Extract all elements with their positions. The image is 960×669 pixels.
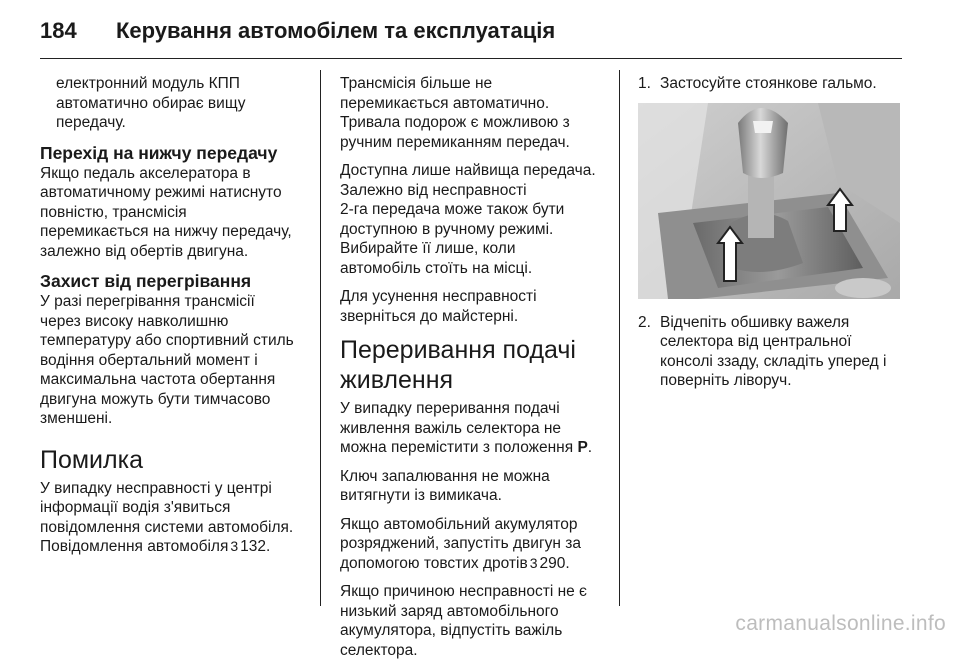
power-page-ref: 290. (539, 554, 570, 572)
section-title-power-interruption: Переривання подачі живлення (340, 336, 576, 394)
page-header (40, 18, 900, 48)
power-paragraph-3 (340, 515, 608, 574)
column-divider-1 (320, 70, 321, 606)
power-text-1-end: . (587, 439, 593, 456)
power-text-1: У випадку переривання подачі живлення важіль селектора не можна перемістити з положення (340, 400, 574, 456)
fault-paragraph-2: Доступна лише найвища передача. Залежно від несправності 2-га передача може також бути доступною в ручному режимі. Вибирайте її лише, коли автомобіль стоїть на місці. (340, 162, 596, 277)
column-right (638, 74, 902, 400)
cross-reference-icon: 3 (529, 554, 538, 571)
power-paragraph-2: Ключ запалювання не можна витягнути із вимикача. (340, 467, 550, 504)
section-text-overheat: У разі перегрівання трансмісії через високу навколишню температуру або спортивний стиль водіння обертальний момент і максимальна частота обертання двигуна можуть бути тимчасово зменшені. (40, 293, 294, 427)
page-number: 184 (40, 18, 77, 43)
section-downshift (40, 143, 308, 262)
column-middle (340, 74, 608, 669)
section-title-overheat: Захист від перегрівання (40, 271, 252, 291)
section-overheat (40, 271, 308, 429)
section-text-fault (40, 479, 308, 557)
chapter-title: Керування автомобілем та експлуатація (116, 18, 556, 43)
section-title-downshift: Перехід на нижчу передачу (40, 142, 278, 163)
step-number: 1. (638, 75, 651, 92)
section-title-fault: Помилка (40, 445, 144, 474)
fault-page-ref: 132. (240, 538, 271, 555)
column-divider-2 (619, 70, 620, 606)
step-2 (638, 313, 902, 391)
step-1 (638, 74, 902, 94)
watermark: carmanualsonline.info (735, 612, 946, 635)
power-paragraph-1 (340, 399, 608, 458)
gear-selector-illustration (638, 103, 900, 299)
fault-paragraph-1: Трансмісія більше не перемикається автоматично. Тривала подорож є можливою з ручним перемиканням передач. (340, 75, 570, 151)
header-divider (40, 58, 902, 59)
power-paragraph-4: Якщо причиною несправності не є низький заряд автомобільного акумулятора, відпустіть важіль селектора. (340, 583, 587, 659)
section-text-downshift: Якщо педаль акселератора в автоматичному режимі натиснуто повністю, трансмісія перемикається на нижчу передачу, залежно від обертів двигуна. (40, 164, 292, 260)
step-number: 2. (638, 313, 651, 331)
step-text: Застосуйте стоянкове гальмо. (660, 75, 877, 92)
column-left (40, 74, 308, 566)
intro-paragraph: електронний модуль КПП автоматично обирає вищу передачу. (56, 75, 246, 131)
position-p-label: P (577, 439, 588, 456)
step-text: Відчепіть обшивку важеля селектора від центральної консолі ззаду, складіть уперед і поверніть ліворуч. (660, 313, 887, 389)
cross-reference-icon: 3 (230, 538, 239, 554)
fault-paragraph-3: Для усунення несправності зверніться до майстерні. (340, 288, 537, 325)
fault-text: У випадку несправності у центрі інформації водія з'явиться повідомлення системи автомобіля. Повідомлення автомобіля (40, 479, 294, 555)
power-text-3: Якщо автомобільний акумулятор розряджений, запустіть двигун за допомогою товстих дротів (340, 515, 581, 572)
